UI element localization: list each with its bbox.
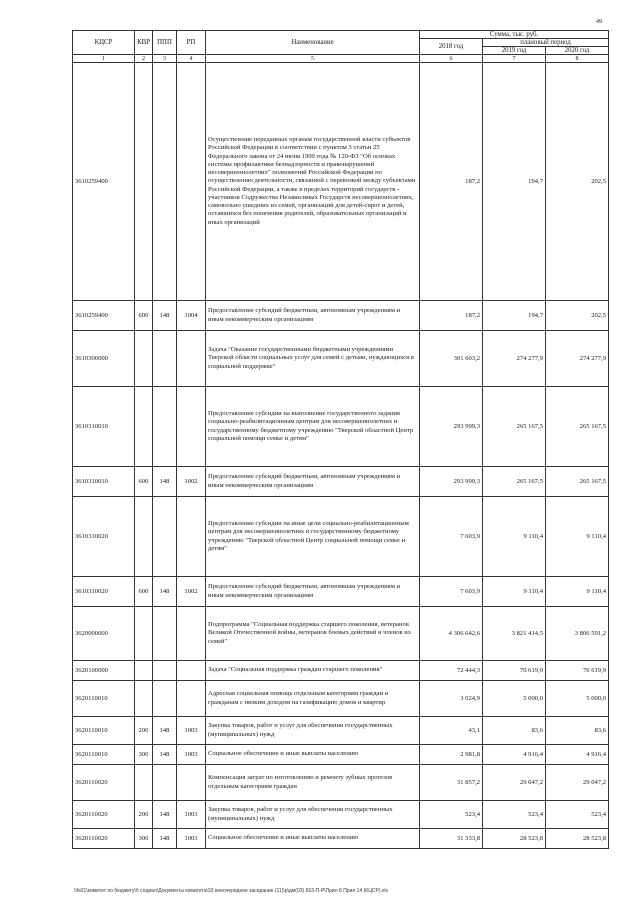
rp-cell xyxy=(177,765,206,801)
name-cell: Предоставление субсидий бюджетным, автономным учреждениям и иным некоммерческим организациям xyxy=(206,467,420,497)
amount-2019-cell: 265 167,5 xyxy=(483,467,546,497)
kvr-cell: 300 xyxy=(135,745,153,765)
amount-2020-cell: 29 047,2 xyxy=(546,765,609,801)
kcsr-cell: 3620110010 xyxy=(73,745,135,765)
table-row xyxy=(73,497,609,577)
amount-2019-cell: 194,7 xyxy=(483,63,546,301)
kvr-cell xyxy=(135,607,153,661)
kvr-cell: 200 xyxy=(135,801,153,829)
ppp-cell xyxy=(153,63,177,301)
amount-2020-cell: 9 110,4 xyxy=(546,577,609,607)
kvr-cell xyxy=(135,387,153,467)
amount-2019-cell: 274 277,9 xyxy=(483,331,546,387)
kvr-cell: 600 xyxy=(135,577,153,607)
column-number-row xyxy=(73,55,609,63)
rp-cell: 1003 xyxy=(177,829,206,849)
table-row xyxy=(73,745,609,765)
name-cell: Закупка товаров, работ и услуг для обеспечения государственных (муниципальных) нужд xyxy=(206,717,420,745)
header-2020: 2020 год xyxy=(546,47,609,55)
header-planned-period: плановый период xyxy=(483,39,609,47)
name-cell: Социальное обеспечение и иные выплаты населению xyxy=(206,829,420,849)
amount-2020-cell: 5 000,0 xyxy=(546,681,609,717)
ppp-cell xyxy=(153,331,177,387)
colnum: 7 xyxy=(483,55,546,63)
colnum: 1 xyxy=(73,55,135,63)
rp-cell xyxy=(177,387,206,467)
colnum: 8 xyxy=(546,55,609,63)
ppp-cell xyxy=(153,497,177,577)
rp-cell xyxy=(177,661,206,681)
kvr-cell xyxy=(135,661,153,681)
amount-2018-cell: 187,2 xyxy=(420,301,483,331)
ppp-cell: 148 xyxy=(153,467,177,497)
kvr-cell: 600 xyxy=(135,467,153,497)
rp-cell: 1002 xyxy=(177,467,206,497)
amount-2019-cell: 3 821 414,5 xyxy=(483,607,546,661)
rp-cell: 1003 xyxy=(177,801,206,829)
rp-cell xyxy=(177,607,206,661)
rp-cell xyxy=(177,331,206,387)
amount-2019-cell: 9 110,4 xyxy=(483,577,546,607)
amount-2018-cell: 4 306 642,6 xyxy=(420,607,483,661)
kcsr-cell: 3620110010 xyxy=(73,717,135,745)
name-cell: Подпрограмма "Социальная поддержка старшего поколения, ветеранов Великой Отечественной войны, ветеранов боевых действий и членов их семей" xyxy=(206,607,420,661)
ppp-cell: 148 xyxy=(153,577,177,607)
kcsr-cell: 3610259400 xyxy=(73,301,135,331)
amount-2020-cell: 70 619,9 xyxy=(546,661,609,681)
kcsr-cell: 3610310020 xyxy=(73,577,135,607)
rp-cell: 1004 xyxy=(177,301,206,331)
kcsr-cell: 3610310010 xyxy=(73,467,135,497)
name-cell: Адресная социальная помощь отдельным категориям граждан и гражданам с низким доходом на газификацию домов и квартир xyxy=(206,681,420,717)
amount-2018-cell: 2 981,8 xyxy=(420,745,483,765)
name-cell: Задача "Оказание государственными бюджетными учреждениями Тверской области социальных услуг для семей с детьми, нуждающихся в социальной поддержке" xyxy=(206,331,420,387)
amount-2020-cell: 28 523,8 xyxy=(546,829,609,849)
kvr-cell xyxy=(135,765,153,801)
kvr-cell: 200 xyxy=(135,717,153,745)
header-sum: Сумма, тыс. руб. xyxy=(420,31,609,39)
amount-2018-cell: 301 603,2 xyxy=(420,331,483,387)
name-cell: Социальное обеспечение и иные выплаты населению xyxy=(206,745,420,765)
name-cell: Компенсация затрат по изготовлению и ремонту зубных протезов отдельным категориям граждан xyxy=(206,765,420,801)
header-kcsr: КЦСР xyxy=(73,31,135,55)
kvr-cell: 300 xyxy=(135,829,153,849)
amount-2018-cell: 293 999,3 xyxy=(420,467,483,497)
table-row xyxy=(73,801,609,829)
kcsr-cell: 3610310010 xyxy=(73,387,135,467)
ppp-cell: 148 xyxy=(153,829,177,849)
kvr-cell xyxy=(135,681,153,717)
amount-2018-cell: 7 603,9 xyxy=(420,577,483,607)
amount-2020-cell: 202,5 xyxy=(546,63,609,301)
rp-cell xyxy=(177,497,206,577)
ppp-cell xyxy=(153,661,177,681)
amount-2020-cell: 265 167,5 xyxy=(546,467,609,497)
amount-2019-cell: 28 523,8 xyxy=(483,829,546,849)
budget-table xyxy=(72,30,609,849)
table-row xyxy=(73,717,609,745)
name-cell: Предоставление субсидии на выполнение государственного задания социально-реабилитационным центрам для несовершеннолетних и государственному бюджетному учреждению "Тверской областной Центр социальной помощи семье и детям" xyxy=(206,387,420,467)
amount-2020-cell: 202,5 xyxy=(546,301,609,331)
amount-2018-cell: 72 444,3 xyxy=(420,661,483,681)
table-row xyxy=(73,331,609,387)
amount-2018-cell: 31 333,8 xyxy=(420,829,483,849)
file-path-footer: \\fs01\комитет по бюджету\б социал\Документы комитета\33 внеочередное заседание (11)\р\дм(03) 653-П-Р\Прил 8 Прил 14 (КЦСР).xls xyxy=(74,888,389,894)
amount-2018-cell: 43,1 xyxy=(420,717,483,745)
ppp-cell xyxy=(153,765,177,801)
kvr-cell xyxy=(135,331,153,387)
page-number: 49 xyxy=(596,19,602,25)
ppp-cell xyxy=(153,387,177,467)
kcsr-cell: 3610310020 xyxy=(73,497,135,577)
header-kvr: КВР xyxy=(135,31,153,55)
colnum: 2 xyxy=(135,55,153,63)
name-cell: Осуществление переданных органам государственной власти субъектов Российской Федерации в соответствии с пунктом 3 статьи 25 Федерального закона от 24 июня 1999 года № 120-ФЗ "Об основах системы профилактики безнадзорности и правонарушений несовершеннолетних" полномочий Российской Федерации по осуществлению деятельности, связанной с перевозкой между субъектами Российской Федерации, а также в пределах территорий государств - участников Содружества Независимых Государств несовершеннолетних, самовольно ушедших из семей, организаций для детей-сирот и детей, оставшихся без попечения родителей, образовательных организаций и иных организаций xyxy=(206,63,420,301)
table-row xyxy=(73,387,609,467)
amount-2018-cell: 523,4 xyxy=(420,801,483,829)
kcsr-cell: 3620100000 xyxy=(73,661,135,681)
amount-2019-cell: 523,4 xyxy=(483,801,546,829)
amount-2018-cell: 3 024,9 xyxy=(420,681,483,717)
amount-2019-cell: 5 000,0 xyxy=(483,681,546,717)
name-cell: Предоставление субсидий бюджетным, автономным учреждениям и иным некоммерческим организациям xyxy=(206,577,420,607)
table-row xyxy=(73,765,609,801)
amount-2019-cell: 83,6 xyxy=(483,717,546,745)
kvr-cell xyxy=(135,497,153,577)
kvr-cell: 600 xyxy=(135,301,153,331)
amount-2020-cell: 523,4 xyxy=(546,801,609,829)
kvr-cell xyxy=(135,63,153,301)
amount-2019-cell: 9 110,4 xyxy=(483,497,546,577)
rp-cell: 1002 xyxy=(177,577,206,607)
colnum: 5 xyxy=(206,55,420,63)
header-2019: 2019 год xyxy=(483,47,546,55)
colnum: 4 xyxy=(177,55,206,63)
amount-2020-cell: 265 167,5 xyxy=(546,387,609,467)
rp-cell xyxy=(177,681,206,717)
name-cell: Предоставление субсидий бюджетным, автономным учреждениям и иным некоммерческим организациям xyxy=(206,301,420,331)
ppp-cell xyxy=(153,681,177,717)
table-row xyxy=(73,467,609,497)
amount-2020-cell: 274 277,9 xyxy=(546,331,609,387)
amount-2020-cell: 3 806 591,2 xyxy=(546,607,609,661)
kcsr-cell: 3610259400 xyxy=(73,63,135,301)
table-row xyxy=(73,681,609,717)
amount-2019-cell: 29 047,2 xyxy=(483,765,546,801)
kcsr-cell: 3620110020 xyxy=(73,765,135,801)
amount-2020-cell: 9 110,4 xyxy=(546,497,609,577)
amount-2018-cell: 187,2 xyxy=(420,63,483,301)
ppp-cell xyxy=(153,607,177,661)
ppp-cell: 148 xyxy=(153,745,177,765)
ppp-cell: 148 xyxy=(153,801,177,829)
amount-2018-cell: 7 603,9 xyxy=(420,497,483,577)
header-rp: РП xyxy=(177,31,206,55)
ppp-cell: 148 xyxy=(153,717,177,745)
colnum: 3 xyxy=(153,55,177,63)
ppp-cell: 148 xyxy=(153,301,177,331)
header-ppp: ППП xyxy=(153,31,177,55)
rp-cell xyxy=(177,63,206,301)
table-row xyxy=(73,661,609,681)
kcsr-cell: 3620110020 xyxy=(73,801,135,829)
amount-2019-cell: 194,7 xyxy=(483,301,546,331)
header-name: Наименование xyxy=(206,31,420,55)
amount-2020-cell: 83,6 xyxy=(546,717,609,745)
colnum: 6 xyxy=(420,55,483,63)
amount-2019-cell: 4 916,4 xyxy=(483,745,546,765)
name-cell: Предоставление субсидии на иные цели социально-реабилитационным центрам для несовершеннолетних и государственному бюджетному учреждению "Тверской областной Центр социальной помощи семье и детям" xyxy=(206,497,420,577)
header-2018: 2018 год xyxy=(420,39,483,55)
amount-2020-cell: 4 916,4 xyxy=(546,745,609,765)
table-row xyxy=(73,607,609,661)
amount-2019-cell: 70 619,9 xyxy=(483,661,546,681)
amount-2018-cell: 31 857,2 xyxy=(420,765,483,801)
kcsr-cell: 3620110010 xyxy=(73,681,135,717)
kcsr-cell: 3620110020 xyxy=(73,829,135,849)
table-row xyxy=(73,301,609,331)
rp-cell: 1003 xyxy=(177,745,206,765)
kcsr-cell: 3620000000 xyxy=(73,607,135,661)
table-row xyxy=(73,829,609,849)
table-row xyxy=(73,63,609,301)
amount-2018-cell: 293 999,3 xyxy=(420,387,483,467)
name-cell: Закупка товаров, работ и услуг для обеспечения государственных (муниципальных) нужд xyxy=(206,801,420,829)
amount-2019-cell: 265 167,5 xyxy=(483,387,546,467)
table-row xyxy=(73,577,609,607)
rp-cell: 1003 xyxy=(177,717,206,745)
kcsr-cell: 3610300000 xyxy=(73,331,135,387)
name-cell: Задача "Социальная поддержка граждан старшего поколения" xyxy=(206,661,420,681)
